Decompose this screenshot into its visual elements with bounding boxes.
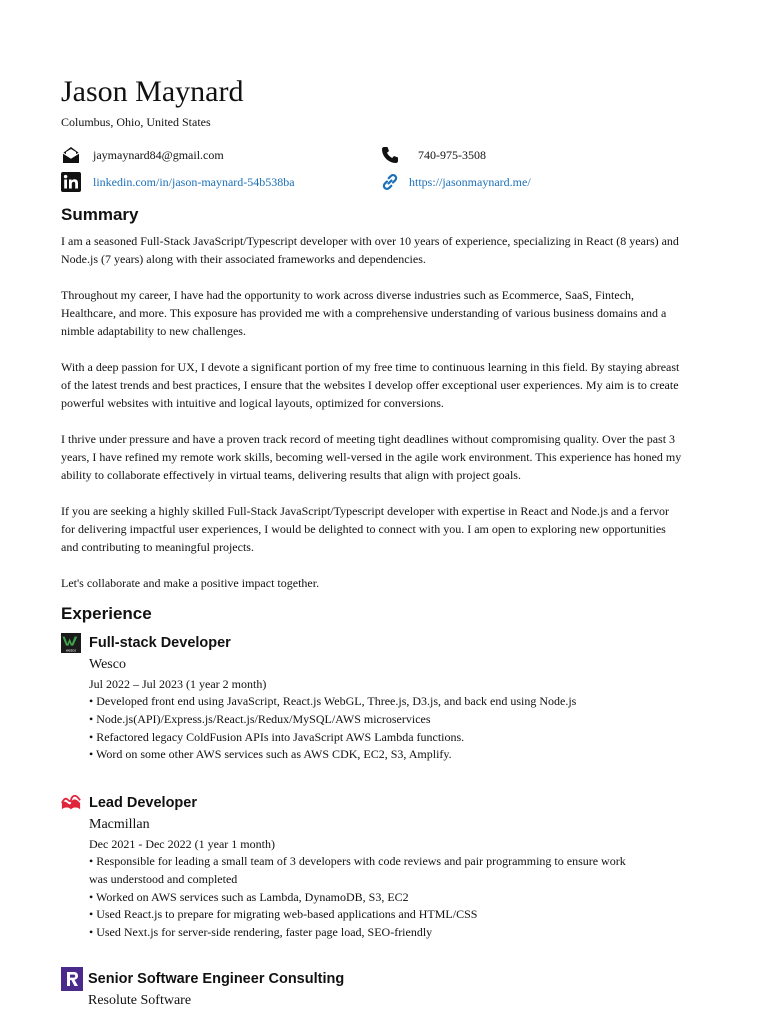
job-bullets <box>89 853 629 942</box>
website-link[interactable]: https://jasonmaynard.me/ <box>409 175 531 189</box>
contact-phone <box>380 145 486 165</box>
job-bullets <box>89 693 629 764</box>
list-item: • Used React.js to prepare for migrating web-based applications and HTML/CSS <box>89 907 478 922</box>
list-item: • Worked on AWS services such as Lambda, DynamoDB, S3, EC2 <box>89 889 409 904</box>
summary-paragraph: Throughout my career, I have had the opportunity to work across diverse industries such as Ecommerce, SaaS, Fintech, Healthcare, and more. This exposure has provided me with a comprehensive understanding of various business domains and a nimble adaptability to new challenges. <box>61 288 667 338</box>
company-name: Wesco <box>89 657 126 672</box>
candidate-name: Jason Maynard <box>61 75 244 108</box>
location: Columbus, Ohio, United States <box>61 115 211 129</box>
job-title: Full-stack Developer <box>89 635 231 651</box>
linkedin-icon <box>61 172 81 192</box>
job-dates: Dec 2021 - Dec 2022 (1 year 1 month) <box>89 837 275 851</box>
wesco-logo-icon <box>61 633 81 653</box>
summary-paragraph: I thrive under pressure and have a proven track record of meeting tight deadlines without compromising quality. Over the past 3 years, I have refined my remote work skills, becoming well-versed in the agile work environment. This experience has honed my ability to collaborate effectively in virtual teams, delivering results that align with project goals. <box>61 432 682 482</box>
job-entry-macmillan <box>61 793 701 942</box>
contact-website <box>380 172 531 192</box>
list-item: • Node.js(API)/Express.js/React.js/Redux/MySQL/AWS microservices <box>89 711 431 726</box>
linkedin-link[interactable]: linkedin.com/in/jason-maynard-54b538ba <box>93 175 295 189</box>
experience-heading: Experience <box>61 604 152 623</box>
summary-heading: Summary <box>61 205 139 224</box>
list-item: • Responsible for leading a small team of 3 developers with code reviews and pair programming to ensure work was understood and completed <box>89 854 626 886</box>
list-item: • Used Next.js for server-side rendering, faster page load, SEO-friendly <box>89 925 433 940</box>
link-icon <box>380 172 400 192</box>
summary-paragraph: Let's collaborate and make a positive impact together. <box>61 576 320 590</box>
summary-paragraph: If you are seeking a highly skilled Full-Stack JavaScript/Typescript developer with expertise in React and Node.js and a fervor for delivering impactful user experiences, I would be delighted to connect with you. I am open to exploring new opportunities and contributing to meaningful projects. <box>61 504 669 554</box>
list-item: • Refactored legacy ColdFusion APIs into JavaScript AWS Lambda functions. <box>89 729 465 744</box>
job-title: Senior Software Engineer Consulting <box>88 971 345 987</box>
company-name: Macmillan <box>89 817 150 832</box>
job-dates: Jul 2022 – Jul 2023 (1 year 2 month) <box>89 677 267 691</box>
resolute-logo-icon <box>61 967 83 991</box>
phone-text[interactable]: 740-975-3508 <box>418 148 486 162</box>
email-icon <box>61 145 81 165</box>
summary-paragraph: With a deep passion for UX, I devote a significant portion of my free time to continuous learning in this field. By staying abreast of the latest trends and best practices, I ensure that the websites I develop offer exceptional user experiences. My aim is to create powerful websites with intuitive and logical layouts, optimized for conversions. <box>61 360 680 410</box>
company-name: Resolute Software <box>88 993 192 1008</box>
phone-icon <box>380 145 400 165</box>
wesco-logo-text: wesco <box>65 648 77 653</box>
job-title: Lead Developer <box>89 795 197 811</box>
summary-section <box>61 232 683 610</box>
contact-linkedin <box>61 172 295 192</box>
macmillan-logo-icon <box>61 793 81 813</box>
email-text[interactable]: jaymaynard84@gmail.com <box>93 148 224 162</box>
list-item: • Developed front end using JavaScript, React.js WebGL, Three.js, D3.js, and back end using Node.js <box>89 694 577 708</box>
summary-paragraph: I am a seasoned Full-Stack JavaScript/Typescript developer with over 10 years of experience, specializing in React (8 years) and Node.js (7 years) along with their associated frameworks and dependencies. <box>61 234 679 266</box>
job-entry-wesco <box>61 633 701 764</box>
job-entry-resolute <box>61 967 701 1011</box>
contact-email <box>61 145 224 165</box>
list-item: • Word on some other AWS services such as AWS CDK, EC2, S3, Amplify. <box>89 747 452 762</box>
